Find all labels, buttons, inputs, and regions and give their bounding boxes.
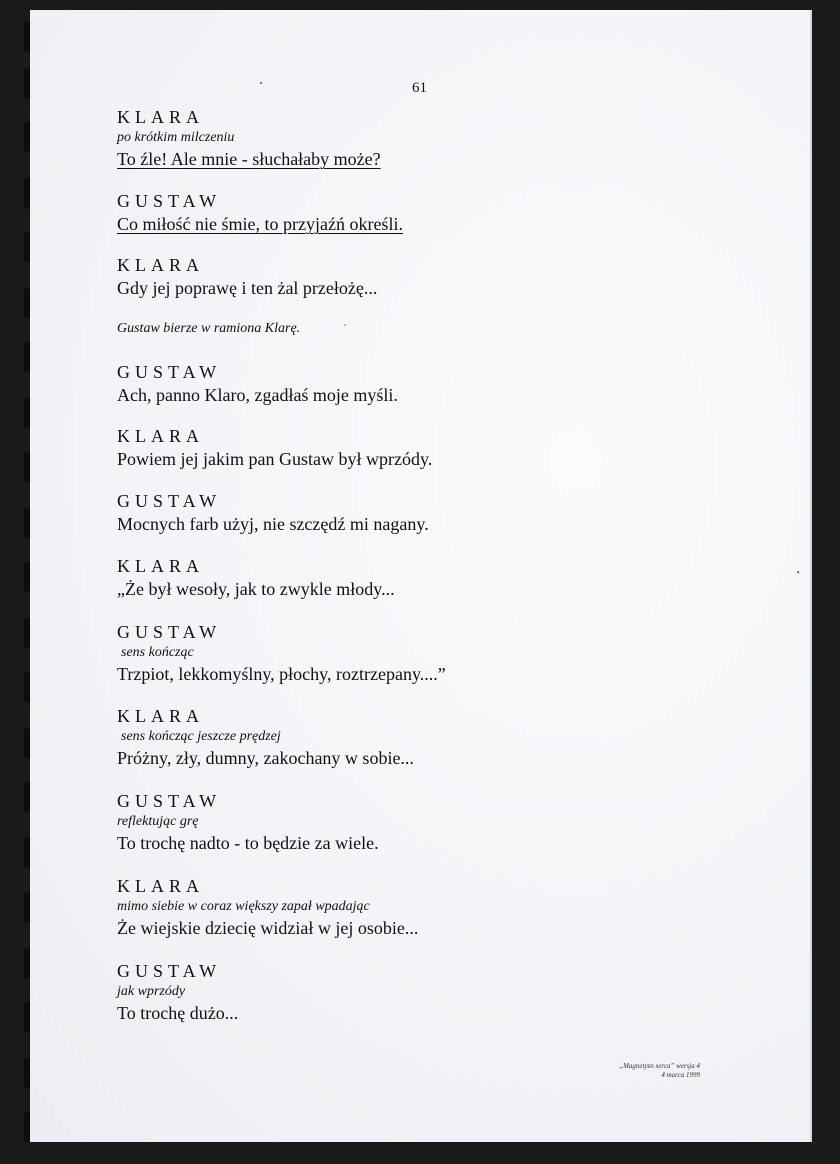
dialogue-block <box>117 960 717 1025</box>
dialogue-block <box>117 425 717 471</box>
play-script <box>117 106 717 1025</box>
speaker-name: KLARA <box>117 706 204 726</box>
dialogue-line: Co miłość nie śmie, to przyjaźń określi. <box>117 214 403 234</box>
dialogue-line: „Że był wesoły, jak to zwykle młody... <box>117 579 395 599</box>
dialogue-block <box>117 875 717 940</box>
dialogue-block <box>117 555 717 601</box>
speaker-name: KLARA <box>117 876 204 896</box>
dialogue-block <box>117 106 717 171</box>
dialogue-block <box>117 361 717 407</box>
speaker-name: GUSTAW <box>117 491 222 511</box>
stage-direction: reflektując grę <box>117 814 199 829</box>
speaker-name: GUSTAW <box>117 362 222 382</box>
paper-speck <box>797 571 799 573</box>
footer-title: „Magnetyzn serca” wersja 4 <box>619 1062 700 1070</box>
dialogue-block <box>117 790 717 855</box>
dialogue-line: Mocnych farb użyj, nie szczędź mi nagany. <box>117 514 429 534</box>
dialogue-block <box>117 705 717 770</box>
paper-speck <box>260 82 262 84</box>
stage-direction: sens kończąc jeszcze prędzej <box>121 729 281 744</box>
speaker-name: KLARA <box>117 556 204 576</box>
speaker-name: GUSTAW <box>117 791 222 811</box>
stage-action-text: Gustaw bierze w ramiona Klarę. <box>117 321 301 336</box>
dialogue-line: To trochę dużo... <box>117 1003 239 1023</box>
speaker-name: KLARA <box>117 255 204 275</box>
stage-direction: mimo siebie w coraz większy zapał wpadając <box>117 899 370 914</box>
dialogue-line: To trochę nadto - to będzie za wiele. <box>117 833 379 853</box>
dialogue-line: To źle! Ale mnie - słuchałaby może? <box>117 149 381 169</box>
speaker-name: GUSTAW <box>117 191 222 211</box>
speaker-name: KLARA <box>117 426 204 446</box>
speaker-name: GUSTAW <box>117 961 222 981</box>
stage-direction: jak wprzódy <box>117 984 186 999</box>
dialogue-line: Powiem jej jakim pan Gustaw był wprzódy. <box>117 449 433 469</box>
stage-action <box>117 320 717 338</box>
stage-direction: po krótkim milczeniu <box>117 130 235 145</box>
dialogue-line: Gdy jej poprawę i ten żal przełożę... <box>117 278 378 298</box>
dialogue-line: Trzpiot, lekkomyślny, płochy, roztrzepany....” <box>117 664 446 684</box>
speaker-name: GUSTAW <box>117 622 222 642</box>
dialogue-line: Próżny, zły, dumny, zakochany w sobie... <box>117 748 414 768</box>
page-number: 61 <box>412 80 427 96</box>
dialogue-block <box>117 490 717 536</box>
stage-direction: sens kończąc <box>121 645 194 660</box>
footer-date: 4 marca 1999 <box>661 1071 700 1079</box>
speaker-name: KLARA <box>117 107 204 127</box>
dialogue-line: Ach, panno Klaro, zgadłaś moje myśli. <box>117 385 398 405</box>
dialogue-block <box>117 254 717 300</box>
dialogue-block <box>117 621 717 686</box>
dialogue-line: Że wiejskie dziecię widział w jej osobie... <box>117 918 419 938</box>
dialogue-block <box>117 190 717 236</box>
document-footer <box>619 1062 700 1080</box>
